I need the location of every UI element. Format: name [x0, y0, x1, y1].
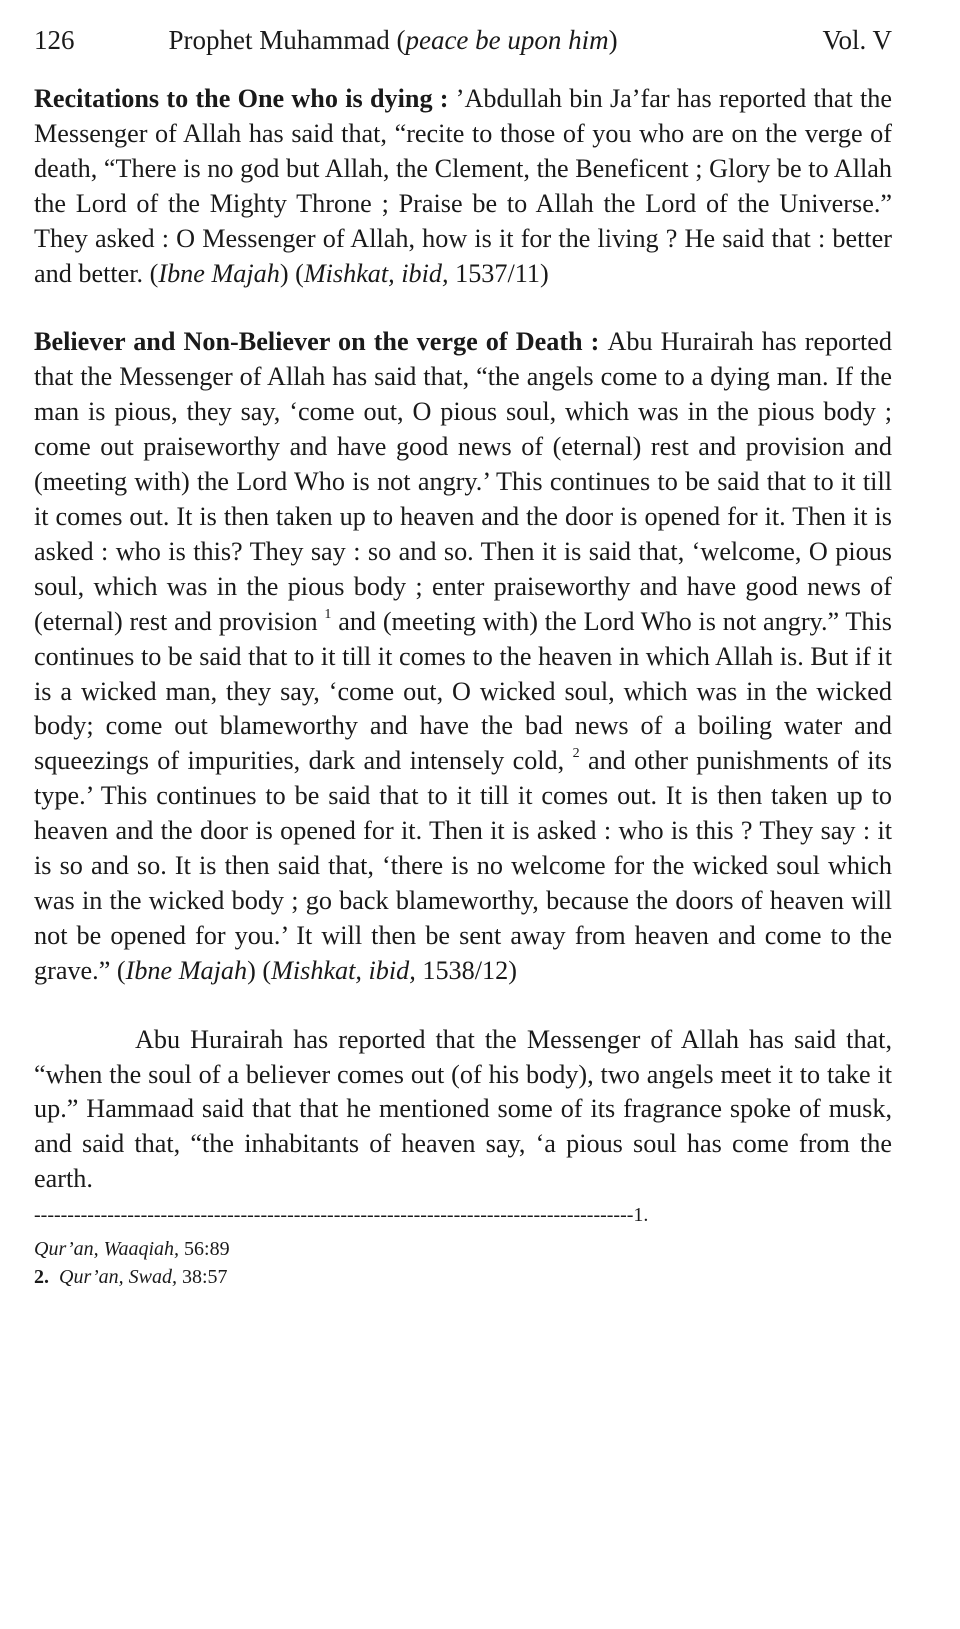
section-heading: Believer and Non-Believer on the verge of Death : — [34, 327, 608, 357]
citation: Ibne Majah — [158, 258, 280, 288]
paragraph-recitations: Recitations to the One who is dying : ’Abdullah bin Ja’far has reported that the Messenger of Allah has said that, “recite to those of you who are on the verge of death, “There is no god but Allah, the Clement, the Beneficent ; Glory be to Allah the Lord of the Mighty Throne ; Praise be to Allah the Lord of the Universe.” They asked : O Messenger of Allah, how is it for the living ? He said that : better and better. (Ibne Majah) (Mishkat, ibid, 1537/11) — [34, 84, 892, 288]
footnote-item: Qur’an, Waaqiah, 56:89 — [34, 1238, 230, 1261]
footnotes — [34, 1235, 892, 1291]
running-title: Prophet Muhammad (peace be upon him) — [168, 25, 618, 55]
section-heading: Recitations to the One who is dying : — [34, 84, 456, 113]
footnote-divider: ------------------------------------------------------------------------------------------1. — [34, 1204, 649, 1227]
page-number: 126 — [34, 25, 75, 55]
page-header — [34, 22, 892, 58]
paragraph-abu-hurairah: Abu Hurairah has reported that the Messenger of Allah has said that, “when the soul of a believer comes out (of his body), two angels meet it to take it up.” Hammaad said that that he mentioned some of its fragrance spoke of musk, and said that, “the inhabitants of heaven say, ‘a pious soul has come from the earth. — [34, 1024, 892, 1194]
book-page — [34, 22, 892, 1291]
footnote-marker: 1 — [324, 606, 332, 622]
citation: Ibne Majah — [125, 955, 248, 985]
footnote-item: 2. Qur’an, Swad, 38:57 — [34, 1266, 228, 1289]
volume-label: Vol. V — [822, 25, 892, 55]
footnote-marker: 2 — [572, 746, 580, 762]
citation: Mishkat, ibid, — [271, 955, 416, 985]
paragraph-believer-nonbeliever: Believer and Non-Believer on the verge of Death : Abu Hurairah has reported that the Messenger of Allah has said that, “the angels come to a dying man. If the man is pious, they say, ‘come out, O pious soul, which was in the pious body ; come out praiseworthy and have good news of (eternal) rest and provision and (meeting with) the Lord Who is not angry.’ This continues to be said that to it till it comes out. It is then taken up to heaven and the door is opened for it. Then it is asked : who is this? They say : so and so. Then it is said that, ‘welcome, O pious soul, which was in the pious body ; enter praiseworthy and have good news of (eternal) rest and provision $^1$ and (meeting with) the Lord Who is not angry.” This continues to be said that to it till it comes to the heaven in which Allah is. But if it is a wicked man, they say, ‘come out, O wicked soul, which was in the wicked body; come out blameworthy and have the bad news of a boiling water and squeezings of impurities, dark and intensely cold, $^2$ and other punishments of its type.’ This continues to be said that to it till it comes out. It is then taken up to heaven and the door is opened for it. Then it is asked : who is this ? They say : it is so and so. It is then said that, ‘there is no welcome for the wicked soul which was in the wicked body ; go back blameworthy, because the doors of heaven will not be opened for you.’ It will then be sent away from heaven and come to the grave.” (Ibne Majah) (Mishkat, ibid, 1538/12) — [34, 327, 892, 985]
citation: Mishkat, ibid, — [303, 258, 449, 288]
